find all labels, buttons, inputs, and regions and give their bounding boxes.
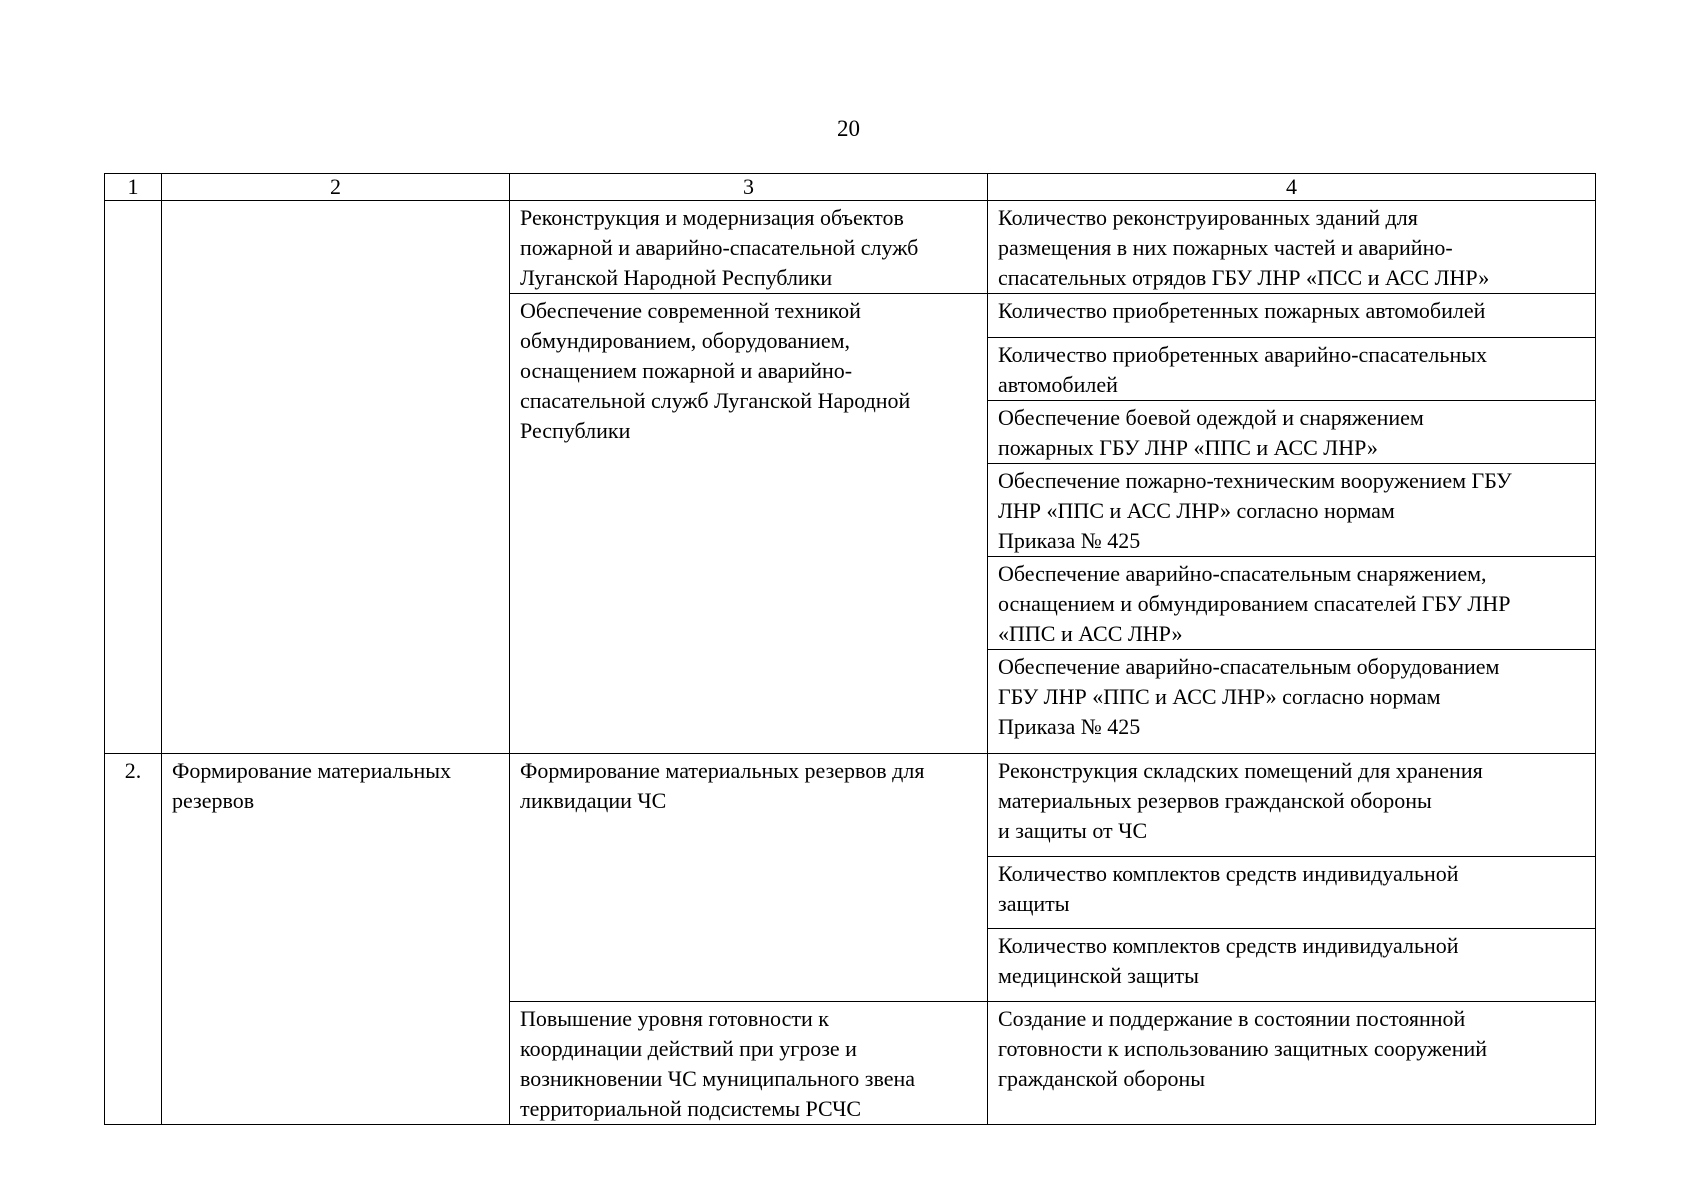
section-title: Формирование материальных резервов [172,758,452,813]
indicator-text: Количество приобретенных аварийно-спасательных автомобилей [998,342,1487,397]
indicator-cell [988,401,1596,464]
indicator-cell [988,557,1596,650]
measure-cell [510,201,988,294]
measure-cell [510,1002,988,1125]
indicator-cell [988,857,1596,929]
measure-cell [510,754,988,1002]
measure-cell [510,294,988,754]
indicator-text: Обеспечение боевой одеждой и снаряжением пожарных ГБУ ЛНР «ППС и АСС ЛНР» [998,405,1424,460]
num-cell-empty [105,201,162,754]
measure-text: Обеспечение современной техникой обмундированием, оборудованием, оснащением пожарной и аварийно- спасательной служб Луганской Народной Республики [520,298,911,443]
section-cell-empty [162,201,510,754]
measure-text: Формирование материальных резервов для ликвидации ЧС [520,758,925,813]
indicator-cell [988,338,1596,401]
page-number: 20 [837,116,860,141]
header-cell-3: 3 [510,174,988,201]
measure-text: Повышение уровня готовности к координации действий при угрозе и возникновении ЧС муниципального звена территориальной подсистемы РСЧС [520,1006,916,1121]
indicator-cell [988,464,1596,557]
indicator-cell [988,754,1596,857]
header-cell-2: 2 [162,174,510,201]
section-title-cell [162,754,510,1125]
indicator-text: Обеспечение аварийно-спасательным оборудованием ГБУ ЛНР «ППС и АСС ЛНР» согласно нормам Приказа № 425 [998,654,1500,739]
measure-text: Реконструкция и модернизация объектов пожарной и аварийно-спасательной служб Луганской Народной Республики [520,205,919,290]
indicator-text: Количество комплектов средств индивидуальной медицинской защиты [998,933,1459,988]
indicator-text: Количество реконструированных зданий для размещения в них пожарных частей и аварийно- спасательных отрядов ГБУ ЛНР «ПСС и АСС ЛНР» [998,205,1490,290]
indicator-text: Количество приобретенных пожарных автомобилей [998,298,1486,323]
indicator-cell [988,929,1596,1002]
table-row [105,201,1596,294]
indicator-cell [988,294,1596,338]
indicator-cell [988,201,1596,294]
indicator-text: Реконструкция складских помещений для хранения материальных резервов гражданской обороны и защиты от ЧС [998,758,1483,843]
indicator-text: Обеспечение пожарно-техническим вооружением ГБУ ЛНР «ППС и АСС ЛНР» согласно нормам Приказа № 425 [998,468,1512,553]
indicator-text: Количество комплектов средств индивидуальной защиты [998,861,1459,916]
document-table [104,173,1596,1125]
header-cell-1: 1 [105,174,162,201]
table-header-row [105,174,1596,201]
indicator-text: Обеспечение аварийно-спасательным снаряжением, оснащением и обмундированием спасателей ГБУ ЛНР «ППС и АСС ЛНР» [998,561,1511,646]
header-cell-4: 4 [988,174,1596,201]
indicator-cell [988,1002,1596,1125]
indicator-cell [988,650,1596,754]
indicator-text: Создание и поддержание в состоянии постоянной готовности к использованию защитных сооружений гражданской обороны [998,1006,1488,1091]
table-row [105,754,1596,857]
section-number: 2. [105,754,162,1125]
